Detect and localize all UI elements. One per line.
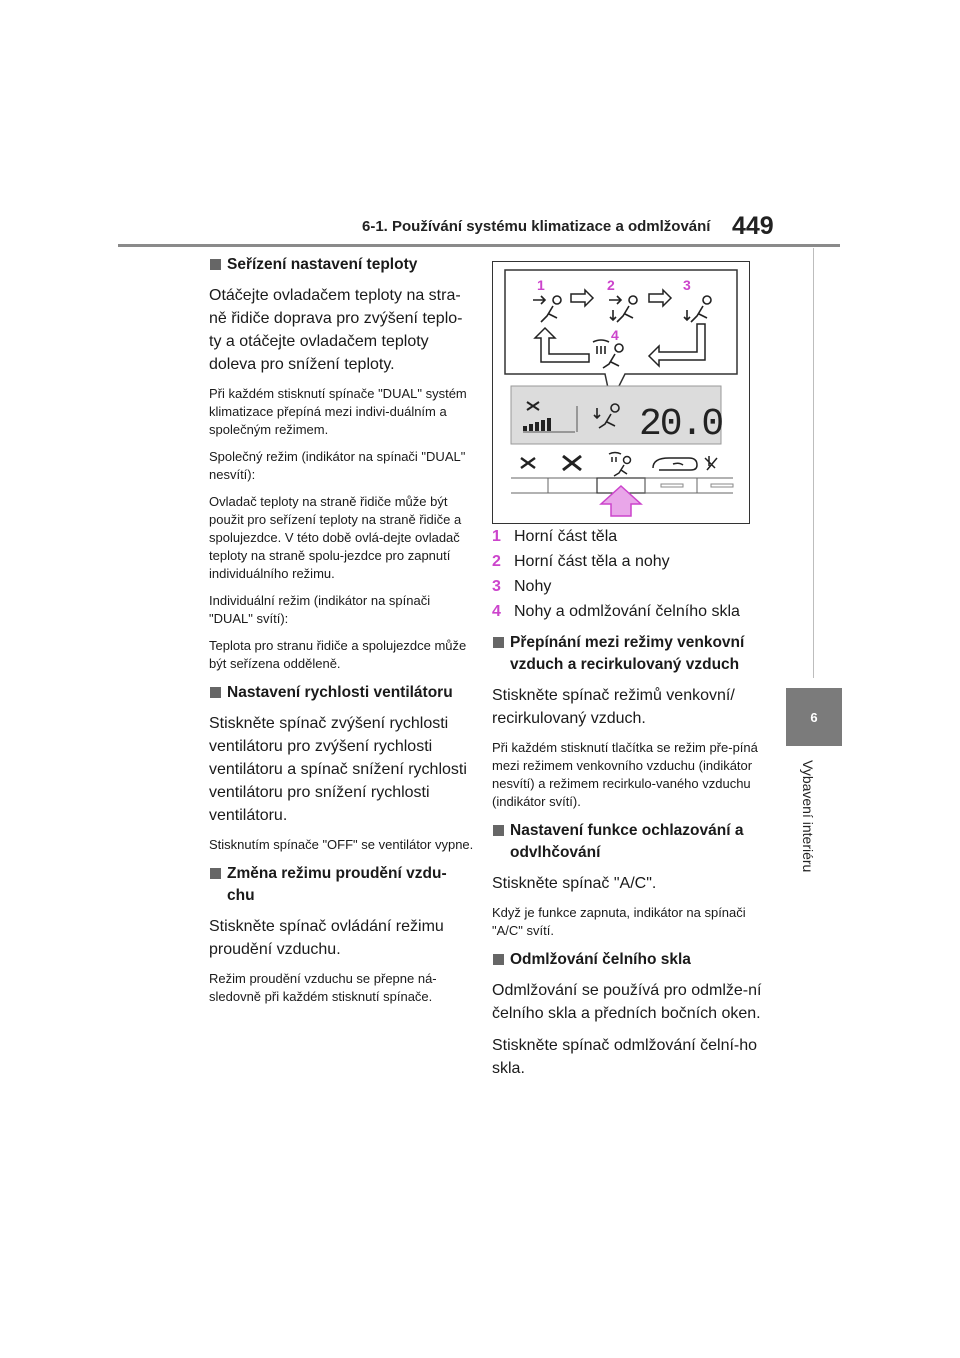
chapter-tab <box>786 688 842 746</box>
section-heading-recirculation: Přepínání mezi režimy venkovní vzduch a recirkulovaný vzduch <box>492 632 762 676</box>
section-heading-ac: Nastavení funkce ochlazování a odvlhčování <box>492 820 762 864</box>
defog-body: Odmlžování se používá pro odmlže-ní čelního skla a předních bočních oken. <box>492 982 762 1022</box>
temperature-note-individual-mode: Individuální režim (indikátor na spínači "DUAL" svítí): <box>209 593 431 626</box>
square-bullet-icon <box>493 954 504 965</box>
mode-legend <box>492 524 762 624</box>
mode-button-icon <box>609 453 631 477</box>
temperature-body: Otáčejte ovladačem teploty na stra-ně řidiče doprava pro zvýšení teplo-ty a otáčejte ovladačem teploty doleva pro snížení teploty. <box>209 287 463 373</box>
ac-note: Když je funkce zapnuta, indikátor na spínači "A/C" svítí. <box>492 905 746 938</box>
callout-3: 3 <box>683 277 691 293</box>
chapter-number: 6 <box>810 709 818 725</box>
section-heading-defog: Odmlžování čelního skla <box>492 949 762 971</box>
page-header-title: 6-1. Používání systému klimatizace a odmlžování <box>362 218 711 235</box>
square-bullet-icon <box>493 637 504 648</box>
fan-speed-body: Stiskněte spínač zvýšení rychlosti ventilátoru pro zvýšení rychlosti ventilátoru a spínač snížení rychlosti ventilátoru pro snížení rychlosti ventilátoru. <box>209 715 467 824</box>
temperature-note-individual-detail: Teplota pro stranu řidiče a spolujezdce může být seřízena odděleně. <box>209 638 467 671</box>
square-bullet-icon <box>210 687 221 698</box>
right-column <box>492 524 762 1089</box>
fan-speed-note: Stisknutím spínače "OFF" se ventilátor vypne. <box>209 837 474 852</box>
legend-item: 1 Horní část těla <box>492 528 618 545</box>
page-number: 449 <box>732 212 774 240</box>
fan-down-icon <box>521 458 535 468</box>
square-bullet-icon <box>210 868 221 879</box>
header-rule <box>118 244 840 247</box>
section-heading-airflow-mode: Změna režimu proudění vzdu-chu <box>209 863 474 907</box>
square-bullet-icon <box>493 825 504 836</box>
fan-up-icon <box>563 456 581 470</box>
legend-item: 4 Nohy a odmlžování čelního skla <box>492 603 740 620</box>
temperature-note-common-mode: Společný režim (indikátor na spínači "DUAL" nesvítí): <box>209 449 466 482</box>
temperature-note-common-detail: Ovladač teploty na straně řidiče může být použit pro seřízení teploty na straně řidiče a spolujezdce. V této době ovlá-dejte ovladač teploty na straně spolu-jezdce pro zapnutí individuálního režimu. <box>209 494 462 581</box>
side-rule <box>813 248 814 678</box>
section-heading-temperature: Seřízení nastavení teploty <box>209 254 474 276</box>
airflow-diagram <box>493 262 749 523</box>
lcd-temperature: 20.0 <box>639 403 723 446</box>
recirculation-icon <box>653 458 697 470</box>
recirculation-note: Při každém stisknutí tlačítka se režim pře-píná mezi režimem venkovního vzduchu (indikátor nesvítí) a režimem recirkulo-vaného vzduchu (indikátor svítí). <box>492 740 758 809</box>
legend-item: 3 Nohy <box>492 578 552 595</box>
airflow-mode-figure <box>492 261 750 524</box>
defog-instruction: Stiskněte spínač odmlžování čelní-ho skla. <box>492 1037 758 1077</box>
left-column <box>209 254 474 1015</box>
callout-4: 4 <box>611 327 619 343</box>
airflow-mode-body: Stiskněte spínač ovládání režimu proudění vzduchu. <box>209 918 444 958</box>
recirculation-body: Stiskněte spínač režimů venkovní/ recirkulovaný vzduch. <box>492 687 735 727</box>
defroster-icon <box>705 456 717 470</box>
chapter-label-text: Vybavení interiéru <box>800 760 816 873</box>
square-bullet-icon <box>210 259 221 270</box>
chapter-label <box>774 760 854 890</box>
temperature-note-dual: Při každém stisknutí spínače "DUAL" systém klimatizace přepíná mezi indivi-duálním a společným režimem. <box>209 386 467 437</box>
legend-item: 2 Horní část těla a nohy <box>492 553 670 570</box>
airflow-mode-note: Režim proudění vzduchu se přepne ná-sledovně při každém stisknutí spínače. <box>209 971 437 1004</box>
ac-body: Stiskněte spínač "A/C". <box>492 875 657 892</box>
callout-2: 2 <box>607 277 615 293</box>
callout-1: 1 <box>537 277 545 293</box>
section-heading-fan-speed: Nastavení rychlosti ventilátoru <box>209 682 474 704</box>
